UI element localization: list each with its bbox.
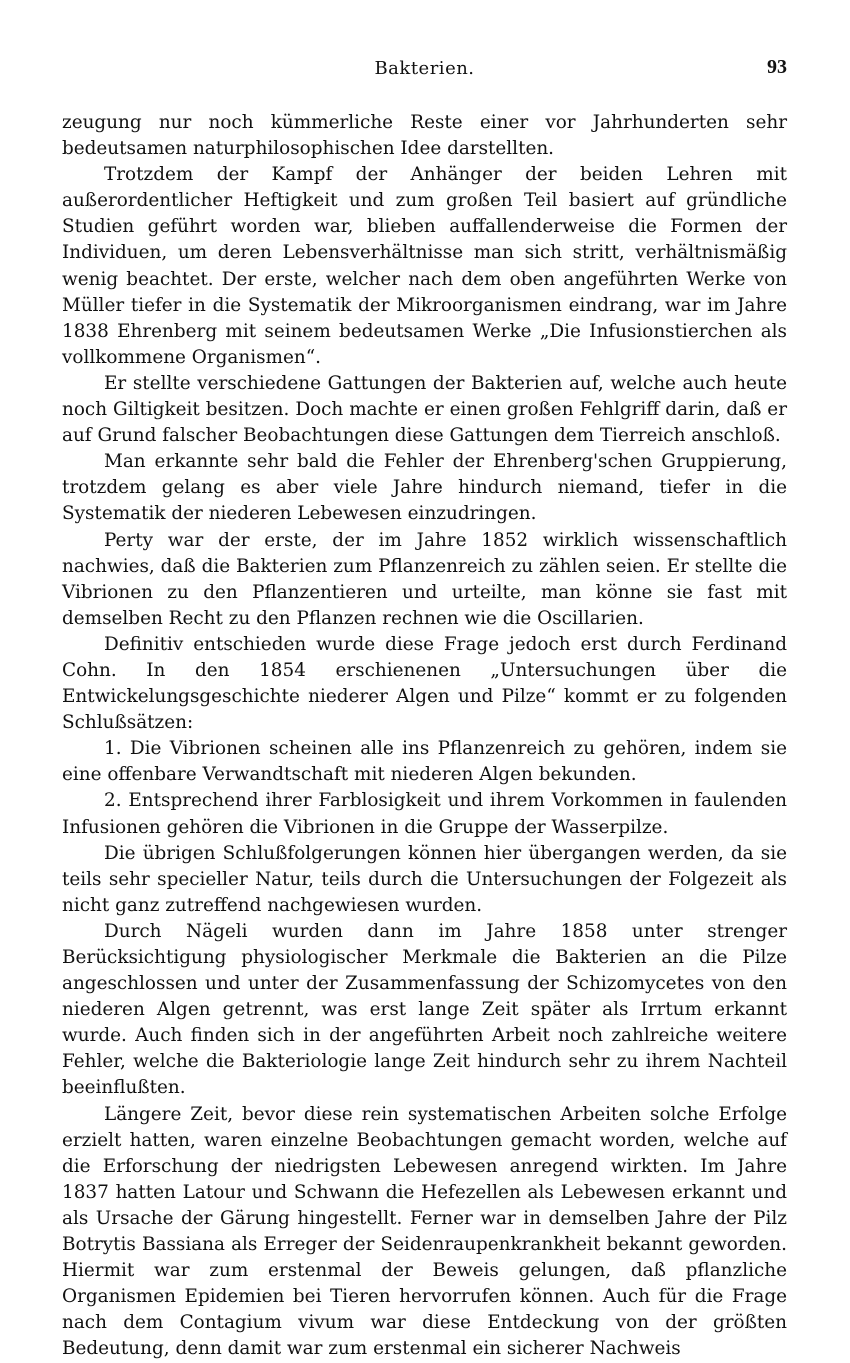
list-item: 1. Die Vibrionen scheinen alle ins Pflanzenreich zu gehören, indem sie eine offenbare Verwandtschaft mit niederen Algen bekunden. [62, 738, 787, 786]
paragraph: Er stellte verschiedene Gattungen der Bakterien auf, welche auch heute noch Giltigkeit besitzen. Doch machte er einen großen Fehlgriff darin, daß er auf Grund falscher Beobachtungen diese Gattungen dem Tierreich anschloß. [62, 372, 787, 447]
paragraph: Durch Nägeli wurden dann im Jahre 1858 unter strenger Berücksichtigung physiologischer Merkmale die Bakterien an die Pilze angeschlossen und unter der Zusammenfassung der Schizomycetes von den niederen Algen getrennt, was erst lange Zeit später als Irrtum erkannt wurde. Auch finden sich in der angeführten Arbeit noch zahlreiche weitere Fehler, welche die Bakteriologie lange Zeit hindurch sehr zu ihrem Nachteil beeinflußten. [62, 920, 787, 1099]
paragraph: Man erkannte sehr bald die Fehler der Ehrenberg'schen Gruppierung, trotzdem gelang es aber viele Jahre hindurch niemand, tiefer in die Systematik der niederen Lebewesen einzudringen. [62, 451, 787, 525]
page-header [62, 58, 787, 88]
list-item: 2. Entsprechend ihrer Farblosigkeit und ihrem Vorkommen in faulenden Infusionen gehören die Vibrionen in die Gruppe der Wasserpilze. [62, 790, 787, 838]
paragraph: Perty war der erste, der im Jahre 1852 wirklich wissenschaftlich nachwies, daß die Bakterien zum Pflanzenreich zu zählen seien. Er stellte die Vibrionen zu den Pflanzentieren und urteilte, man könne sie fast mit demselben Recht zu den Pflanzen rechnen wie die Oscillarien. [62, 529, 787, 629]
paragraph: Trotzdem der Kampf der Anhänger der beiden Lehren mit außerordentlicher Heftigkeit und zum großen Teil basiert auf gründliche Studien geführt worden war, blieben auffallenderweise die Formen der Individuen, um deren Lebensverhältnisse man sich stritt, verhältnismäßig wenig beachtet. Der erste, welcher nach dem oben angeführten Werke von Müller tiefer in die Systematik der Mikroorganismen eindrang, war im Jahre 1838 Ehrenberg mit seinem bedeutsamen Werke „Die Infusionstierchen als vollkommene Organismen“. [62, 164, 787, 368]
paragraph: Definitiv entschieden wurde diese Frage jedoch erst durch Ferdinand Cohn. In den 1854 erschienenen „Untersuchungen über die Entwickelungsgeschichte niederer Algen und Pilze“ kommt er zu folgenden Schlußsätzen: [62, 633, 787, 734]
body-text [62, 110, 787, 1363]
paragraph: zeugung nur noch kümmerliche Reste einer vor Jahrhunderten sehr bedeutsamen naturphilosophischen Idee darstellten. [62, 112, 787, 160]
page-number: 93 [767, 56, 787, 78]
paragraph: Längere Zeit, bevor diese rein systematischen Arbeiten solche Erfolge erzielt hatten, waren einzelne Beobachtungen gemacht worden, welche auf die Erforschung der niedrigsten Lebewesen anregend wirkten. Im Jahre 1837 hatten Latour und Schwann die Hefezellen als Lebewesen erkannt und als Ursache der Gärung hingestellt. Ferner war in demselben Jahre der Pilz Botrytis Bassiana als Erreger der Seidenraupenkrankheit bekannt geworden. Hiermit war zum erstenmal der Beweis gelungen, daß pflanzliche Organismen Epidemien bei Tieren hervorrufen können. Auch für die Frage nach dem Contagium vivum war diese Entdeckung von der größten Bedeutung, denn damit war zum erstenmal ein sicherer Nachweis [62, 1103, 787, 1360]
running-title: Bakterien. [374, 58, 475, 79]
paragraph: Die übrigen Schlußfolgerungen können hier übergangen werden, da sie teils sehr specieller Natur, teils durch die Untersuchungen der Folgezeit als nicht ganz zutreffend nachgewiesen wurden. [62, 842, 787, 916]
